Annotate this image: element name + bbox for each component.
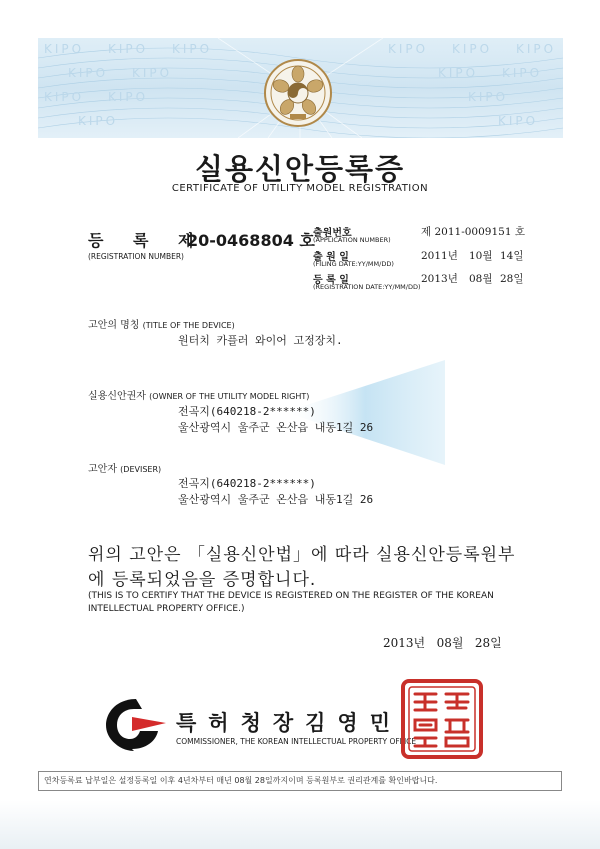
commissioner-title: 특허청장김영민 bbox=[176, 711, 403, 735]
filing-date-day: 14일 bbox=[500, 250, 524, 262]
deviser-address: 울산광역시 울주군 온산읍 내동1길 26 bbox=[178, 493, 374, 506]
bottom-watermark-band bbox=[0, 800, 600, 849]
watermark-text: KIPO bbox=[438, 66, 479, 80]
filing-date-month: 10월 bbox=[469, 250, 493, 262]
watermark-text: KIPO bbox=[68, 66, 109, 80]
watermark-text: KIPO bbox=[468, 90, 509, 104]
owner-label bbox=[88, 387, 309, 402]
watermark-text: KIPO bbox=[452, 42, 493, 56]
application-number-label-en: (APPLICATION NUMBER) bbox=[313, 236, 391, 244]
registration-number: 20-0468804 호 bbox=[187, 231, 315, 250]
watermark-text: KIPO bbox=[108, 90, 149, 104]
device-title-label-en: (TITLE OF THE DEVICE) bbox=[142, 321, 235, 330]
application-number-value: 제 2011-0009151 호 bbox=[421, 226, 525, 238]
device-title-label bbox=[88, 316, 235, 331]
filing-date-label-en: (FILING DATE:YY/MM/DD) bbox=[313, 260, 394, 268]
registration-date-label-en: (REGISTRATION DATE:YY/MM/DD) bbox=[313, 283, 421, 291]
device-title-label-ko: 고안의 명칭 bbox=[88, 320, 140, 331]
deviser-name: 전곡지(640218-2******) bbox=[178, 477, 316, 490]
certification-statement: 위의 고안은 「실용신안법」에 따라 실용신안등록원부에 등록되었음을 증명합니다. bbox=[88, 545, 516, 590]
kipo-logo-icon bbox=[102, 693, 170, 753]
national-emblem-icon bbox=[263, 58, 333, 128]
certification-statement-en: (THIS IS TO CERTIFY THAT THE DEVICE IS REGISTERED ON THE REGISTER OF THE KOREAN INTELLECTUAL PROPERTY OFFICE.) bbox=[88, 591, 494, 614]
registration-date-month: 08월 bbox=[469, 273, 493, 285]
footer-note: 연차등록료 납부일은 설정등록일 이후 4년차부터 매년 08월 28일까지이며 등록원부로 권리관계를 확인바랍니다. bbox=[44, 776, 438, 785]
issue-date: 2013년 08월 28일 bbox=[383, 636, 502, 650]
watermark-text: KIPO bbox=[132, 66, 173, 80]
device-title-value: 원터치 카플러 와이어 고정장치. bbox=[178, 334, 343, 347]
official-seal-icon bbox=[400, 678, 484, 760]
watermark-text: KIPO bbox=[172, 42, 213, 56]
deviser-label-ko: 고안자 bbox=[88, 464, 117, 475]
owner-name: 전곡지(640218-2******) bbox=[178, 405, 316, 418]
watermark-text: KIPO bbox=[516, 42, 557, 56]
page-subtitle: CERTIFICATE OF UTILITY MODEL REGISTRATION bbox=[171, 183, 429, 194]
registration-label: 등 록 제 bbox=[88, 231, 206, 250]
registration-label-en: (REGISTRATION NUMBER) bbox=[88, 252, 184, 261]
watermark-text: KIPO bbox=[44, 42, 85, 56]
watermark-text: KIPO bbox=[108, 42, 149, 56]
watermark-text: KIPO bbox=[388, 42, 429, 56]
registration-date-year: 2013년 bbox=[421, 273, 458, 285]
filing-date-year: 2011년 bbox=[421, 250, 458, 262]
application-number-label: 출원번호 bbox=[313, 228, 352, 239]
deviser-label bbox=[88, 460, 161, 475]
registration-date-label: 등 록 일 bbox=[313, 275, 349, 286]
page-title: 실용신안등록증 bbox=[194, 152, 406, 186]
owner-address: 울산광역시 울주군 온산읍 내동1길 26 bbox=[178, 421, 374, 434]
watermark-text: KIPO bbox=[498, 114, 539, 128]
watermark-text: KIPO bbox=[502, 66, 543, 80]
registration-date-day: 28일 bbox=[500, 273, 524, 285]
watermark-text: KIPO bbox=[44, 90, 85, 104]
commissioner-title-en: COMMISSIONER, THE KOREAN INTELLECTUAL PROPERTY OFFICE bbox=[176, 737, 417, 746]
filing-date-label: 출 원 일 bbox=[313, 252, 349, 263]
watermark-text: KIPO bbox=[78, 114, 119, 128]
owner-label-ko: 실용신안권자 bbox=[88, 391, 146, 402]
owner-label-en: (OWNER OF THE UTILITY MODEL RIGHT) bbox=[149, 392, 310, 401]
deviser-label-en: (DEVISER) bbox=[120, 465, 162, 474]
